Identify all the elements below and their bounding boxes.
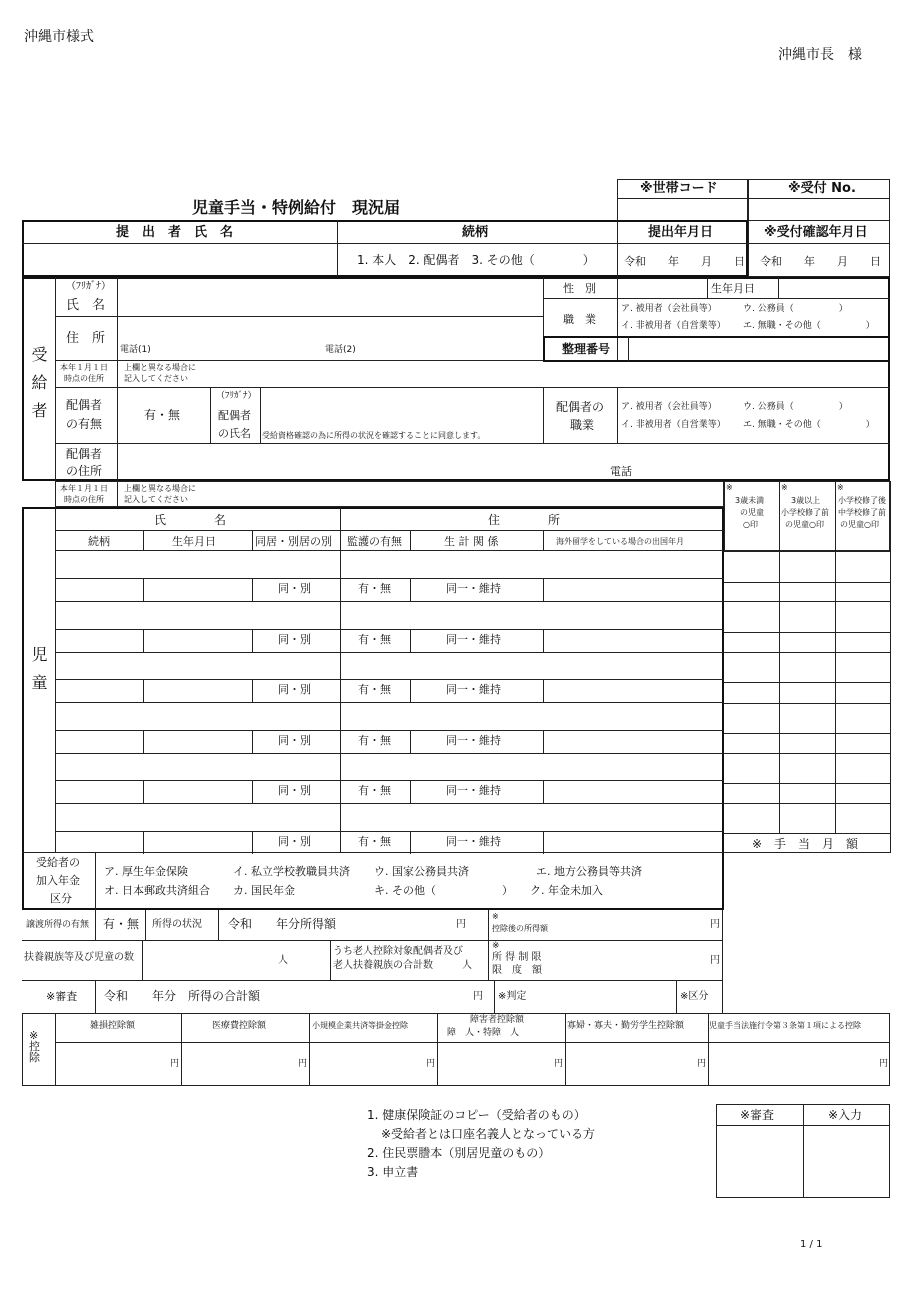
- after-deduct-mark: ※: [492, 912, 499, 921]
- birth-label: 生年月日: [711, 282, 755, 295]
- judge-label: ※判定: [498, 991, 527, 1002]
- spouse-address-label-2: の住所: [66, 464, 103, 478]
- transfer-income-label: 譲渡所得の有無: [26, 920, 90, 930]
- custody-option[interactable]: 有・無: [358, 582, 391, 595]
- spouse-label-2: の有無: [66, 417, 103, 431]
- addressee: 沖縄市長 様: [778, 47, 862, 63]
- pension-option-a[interactable]: ア. 厚生年金保険: [104, 865, 188, 878]
- age2-line3: の児童○印: [785, 520, 824, 529]
- livelihood-option[interactable]: 同一・維持: [446, 784, 501, 797]
- cohab-option[interactable]: 同・別: [278, 784, 311, 797]
- spouse-jan1-note: 上欄と異なる場合に: [124, 484, 196, 493]
- age1-mark: ※: [726, 483, 733, 492]
- limit-label-2: 限 度 額: [492, 965, 542, 976]
- after-deduct-yen: 円: [710, 919, 720, 930]
- cohab-option[interactable]: 同・別: [278, 734, 311, 747]
- col-child-birth: 生年月日: [172, 535, 216, 548]
- deduction-col-4-sub: 障 人・特障 人: [447, 1028, 520, 1038]
- submit-date-label: 提出年月日: [648, 225, 714, 240]
- note-3: 3. 申立書: [367, 1165, 419, 1179]
- deduction-col-4: 障害者控除額: [470, 1015, 525, 1025]
- pension-label-3: 区分: [50, 892, 72, 905]
- review-label: ※審査: [46, 990, 78, 1003]
- cohab-option[interactable]: 同・別: [278, 835, 311, 848]
- jan1-address-label: 本年１月１日: [60, 363, 108, 372]
- deduction-col-3: 小規模企業共済等掛金控除: [312, 1021, 408, 1030]
- pension-option-ka[interactable]: カ. 国民年金: [233, 884, 295, 897]
- jan1-address-label-2: 時点の住所: [64, 374, 104, 383]
- form-type: 沖縄市様式: [24, 29, 94, 45]
- cohab-option[interactable]: 同・別: [278, 633, 311, 646]
- dependents-person: 人: [278, 955, 288, 966]
- jan1-note-2: 記入してください: [124, 374, 188, 383]
- limit-yen: 円: [710, 955, 720, 966]
- spouse-jan1-note-2: 記入してください: [124, 495, 188, 504]
- spouse-job-label: 配偶者の: [556, 400, 605, 414]
- furigana-label: （ﾌﾘｶﾞﾅ）: [66, 281, 111, 292]
- spouse-job-option-i[interactable]: イ. 非被用者（自営業等）: [621, 420, 726, 430]
- deduction-yen-1: 円: [170, 1059, 180, 1069]
- spouse-phone-label: 電話: [610, 465, 632, 478]
- pension-option-i[interactable]: イ. 私立学校教職員共済: [233, 865, 350, 878]
- confirm-date-value: 令和 年 月 日: [760, 255, 881, 268]
- custody-option[interactable]: 有・無: [358, 784, 391, 797]
- col-child-cohab: 同居・別居の別: [255, 535, 332, 548]
- income-year-label: 令和 年分所得額: [228, 917, 337, 931]
- spouse-job-label-2: 職業: [570, 418, 595, 432]
- age3-mark: ※: [837, 483, 844, 492]
- elderly-label: うち老人控除対象配偶者及び: [333, 946, 463, 957]
- age1-line2: の児童: [740, 508, 764, 517]
- age1-line3: ○印: [743, 520, 758, 529]
- spouse-job-option-e[interactable]: エ. 無職・その他（ ）: [743, 420, 875, 430]
- income-status-label: 所得の状況: [152, 919, 202, 930]
- age3-line3: の児童○印: [840, 520, 879, 529]
- total-income-label: 令和 年分 所得の合計額: [104, 989, 261, 1003]
- deduction-yen-5: 円: [697, 1059, 707, 1069]
- category-label: ※区分: [680, 991, 709, 1002]
- total-income-yen: 円: [473, 991, 483, 1002]
- age2-mark: ※: [781, 483, 788, 492]
- submitter-name-field[interactable]: [24, 245, 334, 275]
- recipient-section-label: 受給者: [29, 346, 48, 430]
- jan1-note: 上欄と異なる場合に: [124, 363, 196, 372]
- job-option-a[interactable]: ア. 被用者（会社員等）: [621, 304, 717, 314]
- submitter-name-label: 提 出 者 氏 名: [116, 225, 234, 240]
- custody-option[interactable]: 有・無: [358, 633, 391, 646]
- job-option-i[interactable]: イ. 非被用者（自営業等）: [621, 321, 726, 331]
- deduction-label: ※控除: [29, 1029, 40, 1064]
- spouse-name-label-2: の氏名: [218, 427, 251, 440]
- submit-date-value[interactable]: 令和 年 月 日: [624, 255, 745, 268]
- age2-line2: 小学校修了前: [781, 508, 829, 517]
- spouse-furigana-label: （ﾌﾘｶﾞﾅ）: [216, 391, 257, 401]
- confirm-date-label: ※受付確認年月日: [764, 225, 868, 240]
- elderly-label-2: 老人扶養親族の合計数: [333, 960, 433, 971]
- after-deduct-label: 控除後の所得額: [492, 924, 548, 933]
- dependents-label: 扶養親族等及び児童の数: [24, 952, 134, 963]
- spouse-jan1-label: 本年１月１日: [60, 484, 108, 493]
- col-child-abroad: 海外留学をしている場合の出国年月: [556, 537, 684, 546]
- elderly-person: 人: [462, 960, 472, 971]
- recipient-address-field[interactable]: [119, 318, 539, 344]
- col-child-address: 住 所: [488, 513, 561, 527]
- livelihood-option[interactable]: 同一・維持: [446, 683, 501, 696]
- custody-option[interactable]: 有・無: [358, 835, 391, 848]
- job-label: 職 業: [563, 313, 596, 326]
- deduction-col-2: 医療費控除額: [212, 1021, 267, 1031]
- spouse-name-field[interactable]: [262, 389, 540, 427]
- cohab-option[interactable]: 同・別: [278, 582, 311, 595]
- livelihood-option[interactable]: 同一・維持: [446, 734, 501, 747]
- limit-label: 所 得 制 限: [492, 952, 542, 963]
- age1-line1: 3歳未満: [735, 496, 765, 505]
- deduction-col-5: 寡婦・寡夫・勤労学生控除額: [567, 1021, 685, 1031]
- spouse-job-option-a[interactable]: ア. 被用者（会社員等）: [621, 402, 717, 412]
- consent-text: 受給資格確認の為に所得の状況を確認することに同意します。: [262, 431, 486, 440]
- deduction-yen-6: 円: [879, 1059, 889, 1069]
- livelihood-option[interactable]: 同一・維持: [446, 633, 501, 646]
- spouse-label: 配偶者: [66, 398, 103, 412]
- recipient-name-label: 氏 名: [66, 298, 106, 313]
- age3-line2: 中学校修了前: [838, 508, 886, 517]
- ref-no-label: 整理番号: [562, 342, 611, 356]
- relation-options[interactable]: 1. 本人 2. 配偶者 3. その他（ ）: [357, 253, 595, 267]
- pension-option-u[interactable]: ウ. 国家公務員共済: [374, 865, 469, 878]
- reception-no-label: ※受付 No.: [788, 181, 856, 196]
- relation-label: 続柄: [462, 225, 489, 240]
- income-yen: 円: [456, 919, 466, 930]
- age2-line1: 3歳以上: [791, 496, 821, 505]
- job-option-e[interactable]: エ. 無職・その他（ ）: [743, 321, 875, 331]
- deduction-col-6: 児童手当法施行令第３条第１項による控除: [709, 1021, 861, 1030]
- spouse-yesno[interactable]: 有・無: [144, 408, 181, 422]
- custody-option[interactable]: 有・無: [358, 734, 391, 747]
- pension-label: 受給者の: [36, 856, 80, 869]
- age3-line1: 小学校修了後: [838, 496, 886, 505]
- sex-label: 性 別: [563, 282, 596, 295]
- pension-option-e[interactable]: エ. 地方公務員等共済: [536, 865, 642, 878]
- spouse-address-field[interactable]: [119, 445, 599, 477]
- limit-mark: ※: [492, 941, 500, 951]
- col-child-name: 氏 名: [154, 513, 227, 527]
- recipient-address-label: 住 所: [66, 331, 106, 346]
- spouse-name-label: 配偶者: [218, 409, 251, 422]
- children-section-label: 児童: [29, 646, 48, 702]
- deduction-col-1: 雑損控除額: [90, 1021, 136, 1031]
- job-option-u[interactable]: ウ. 公務員（ ）: [743, 304, 848, 314]
- deduction-yen-2: 円: [298, 1059, 308, 1069]
- livelihood-option[interactable]: 同一・維持: [446, 582, 501, 595]
- col-child-livelihood: 生 計 関 係: [444, 535, 499, 548]
- livelihood-option[interactable]: 同一・維持: [446, 835, 501, 848]
- household-code-label: ※世帯コード: [640, 181, 718, 196]
- recipient-name-field[interactable]: [119, 279, 539, 314]
- spouse-job-option-u[interactable]: ウ. 公務員（ ）: [743, 402, 848, 412]
- allowance-label: ※ 手 当 月 額: [752, 837, 859, 851]
- phone1-label: 電話(1): [120, 345, 151, 355]
- deduction-yen-3: 円: [426, 1059, 436, 1069]
- office-input-label: ※入力: [828, 1108, 863, 1122]
- note-2: 2. 住民票謄本（別居児童のもの）: [367, 1146, 551, 1160]
- custody-option[interactable]: 有・無: [358, 683, 391, 696]
- col-child-relation: 続柄: [88, 535, 110, 548]
- col-child-custody: 監護の有無: [347, 535, 402, 548]
- pension-label-2: 加入年金: [36, 874, 80, 887]
- page-title: 児童手当・特例給付 現況届: [192, 198, 401, 217]
- transfer-income-yesno[interactable]: 有・無: [103, 917, 140, 931]
- pension-option-o[interactable]: オ. 日本郵政共済組合: [104, 884, 210, 897]
- office-review-label: ※審査: [740, 1108, 775, 1122]
- pension-option-ki[interactable]: キ. その他（ ）: [374, 884, 513, 897]
- deduction-yen-4: 円: [554, 1059, 564, 1069]
- spouse-jan1-label-2: 時点の住所: [64, 495, 104, 504]
- cohab-option[interactable]: 同・別: [278, 683, 311, 696]
- note-1b: ※受給者とは口座名義人となっている方: [381, 1127, 596, 1141]
- page-number: 1 / 1: [800, 1239, 823, 1250]
- phone2-label: 電話(2): [325, 345, 356, 355]
- note-1: 1. 健康保険証のコピー（受給者のもの）: [367, 1108, 586, 1122]
- pension-option-ku[interactable]: ク. 年金未加入: [530, 884, 603, 897]
- spouse-address-label: 配偶者: [66, 447, 103, 461]
